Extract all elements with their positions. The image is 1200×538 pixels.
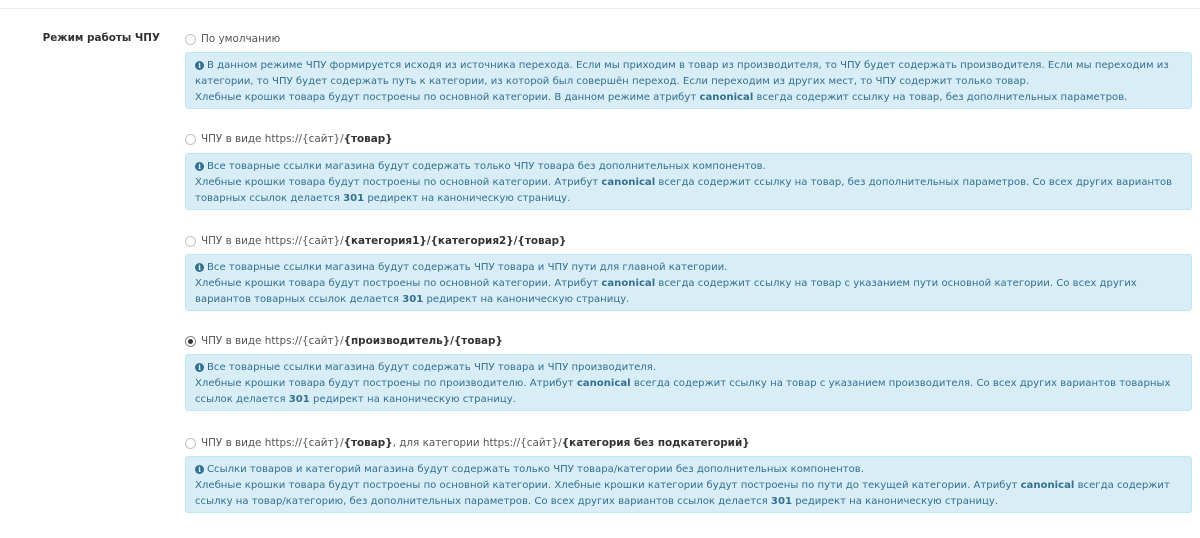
info-text: редирект на каноническую страницу.: [792, 496, 999, 507]
info-circle-icon: i: [195, 263, 204, 272]
radio-option-2[interactable]: [185, 132, 393, 146]
info-text: редирект на каноническую страницу.: [309, 394, 516, 405]
radio-option-1[interactable]: [185, 32, 280, 46]
info-paragraph: [195, 159, 1182, 175]
info-emphasis: 301: [770, 496, 792, 507]
info-text: всегда содержит ссылку на товар/категорию, без дополнительных параметров. Со всех других вариантов ссылок делается: [195, 480, 1170, 507]
label-text: ЧПУ в виде https://{сайт}/: [201, 437, 344, 449]
label-text: , для категории https://{сайт}/: [392, 437, 562, 449]
radio-option-4[interactable]: [185, 334, 503, 348]
radio-button[interactable]: [185, 236, 196, 247]
radio-button[interactable]: [185, 336, 196, 347]
radio-option-label[interactable]: [201, 132, 393, 146]
info-circle-icon: i: [195, 61, 204, 70]
info-emphasis: canonical: [1020, 480, 1075, 491]
info-text: всегда содержит ссылку на товар с указанием производителя. Со всех других вариантов товарных ссылок делается: [195, 378, 1171, 405]
radio-option-3[interactable]: [185, 234, 566, 248]
label-text: ЧПУ в виде https://{сайт}/: [201, 335, 344, 347]
info-text: всегда содержит ссылку на товар с указанием пути основной категории. Со всех других вариантов товарных ссылок делается: [195, 278, 1137, 305]
info-alert: [185, 456, 1192, 513]
info-emphasis: canonical: [601, 177, 656, 188]
radio-button[interactable]: [185, 34, 196, 45]
info-text: Хлебные крошки товара будут построены по производителю. Атрибут: [195, 378, 577, 389]
label-url-pattern: {товар}: [343, 437, 393, 449]
info-emphasis: canonical: [576, 378, 631, 389]
info-text: всегда содержит ссылку на товар, без дополнительных параметров. Со всех других вариантов товарных ссылок делается: [195, 177, 1173, 204]
info-circle-icon: i: [195, 465, 204, 474]
info-emphasis: 301: [288, 394, 310, 405]
radio-option-label[interactable]: [201, 334, 503, 348]
info-text: Все товарные ссылки магазина будут содержать только ЧПУ товара без дополнительных компонентов.: [207, 161, 766, 172]
info-alert: [185, 254, 1192, 311]
info-text: Ссылки товаров и категорий магазина будут содержать только ЧПУ товара/категории без дополнительных компонентов.: [207, 464, 864, 475]
info-emphasis: canonical: [601, 278, 656, 289]
info-text: Все товарные ссылки магазина будут содержать ЧПУ товара и ЧПУ пути для главной категории.: [207, 262, 728, 273]
info-circle-icon: i: [195, 363, 204, 372]
info-circle-icon: i: [195, 162, 204, 171]
radio-option-label[interactable]: [201, 32, 280, 46]
info-text: Хлебные крошки товара будут построены по основной категории. Хлебные крошки категории будут построены по пути до текущей категории. Атрибут: [195, 480, 1021, 491]
info-text: Хлебные крошки товара будут построены по основной категории. Атрибут: [195, 177, 602, 188]
info-paragraph: [195, 462, 1182, 478]
info-text: редирект на каноническую страницу.: [423, 294, 630, 305]
radio-option-5[interactable]: [185, 436, 750, 450]
info-text: Все товарные ссылки магазина будут содержать ЧПУ товара и ЧПУ производителя.: [207, 362, 657, 373]
radio-button[interactable]: [185, 438, 196, 449]
label-url-pattern: {категория без подкатегорий}: [561, 437, 750, 449]
info-text: всегда содержит ссылку на товар, без дополнительных параметров.: [753, 92, 1128, 103]
info-paragraph: [195, 58, 1182, 90]
radio-button[interactable]: [185, 134, 196, 145]
info-alert: [185, 52, 1192, 109]
field-label: Режим работы ЧПУ: [42, 32, 160, 44]
info-paragraph: [195, 276, 1182, 308]
info-emphasis: 301: [343, 193, 365, 204]
info-alert: [185, 153, 1192, 210]
info-paragraph: [195, 376, 1182, 408]
label-text: ЧПУ в виде https://{сайт}/: [201, 235, 344, 247]
info-paragraph: [195, 175, 1182, 207]
label-url-pattern: {категория1}/{категория2}/{товар}: [343, 235, 567, 247]
info-paragraph: [195, 260, 1182, 276]
radio-option-label[interactable]: [201, 234, 566, 248]
label-text: ЧПУ в виде https://{сайт}/: [201, 133, 344, 145]
info-text: Хлебные крошки товара будут построены по основной категории. Атрибут: [195, 278, 602, 289]
info-text: Хлебные крошки товара будут построены по основной категории. В данном режиме атрибут: [195, 92, 700, 103]
radio-option-label[interactable]: [201, 436, 750, 450]
info-paragraph: [195, 360, 1182, 376]
radio-selected-dot: [188, 339, 193, 344]
info-paragraph: [195, 90, 1182, 106]
info-alert: [185, 354, 1192, 411]
label-url-pattern: {производитель}/{товар}: [343, 335, 503, 347]
info-text: В данном режиме ЧПУ формируется исходя из источника перехода. Если мы приходим в товар из производителя, то ЧПУ будет содержать производителя. Если мы переходим из категории, то ЧПУ будет содержать путь к категории, из которой был совершён переход. Если переходим из других мест, то ЧПУ содержит только товар.: [195, 60, 1169, 87]
label-url-pattern: {товар}: [343, 133, 393, 145]
label-text: По умолчанию: [201, 33, 281, 45]
info-emphasis: canonical: [699, 92, 754, 103]
info-emphasis: 301: [402, 294, 424, 305]
info-paragraph: [195, 478, 1182, 510]
info-text: редирект на каноническую страницу.: [364, 193, 571, 204]
